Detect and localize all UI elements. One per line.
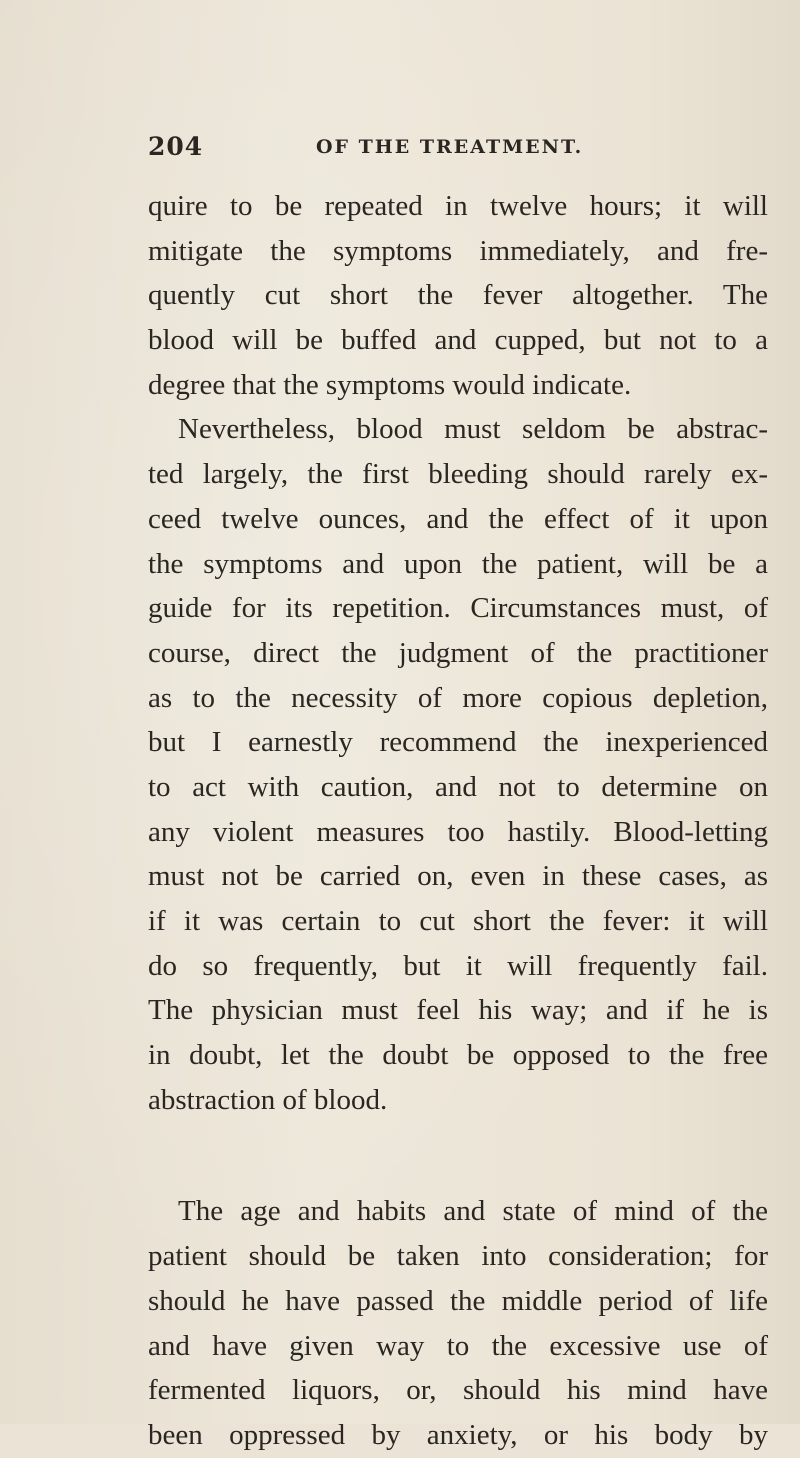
text-line: fermented liquors, or, should his mind have [148, 1374, 768, 1407]
text-line: patient should be taken into consideration; for [148, 1240, 768, 1273]
text-line: mitigate the symptoms immediately, and fre- [148, 234, 768, 267]
text-line: quently cut short the fever altogether. The [148, 279, 768, 312]
paragraph-2 [148, 407, 768, 1122]
text-line: and have given way to the excessive use of [148, 1329, 768, 1362]
text-line: ted largely, the first bleeding should rarely ex- [148, 458, 768, 491]
text-line: should he have passed the middle period of life [148, 1284, 768, 1317]
text-line: in doubt, let the doubt be opposed to the free [148, 1039, 768, 1072]
text-line: the symptoms and upon the patient, will be a [148, 547, 768, 580]
paragraph-3 [148, 1189, 768, 1457]
text-line: guide for its repetition. Circumstances must, of [148, 592, 768, 625]
text-line: blood will be buffed and cupped, but not to a [148, 324, 768, 357]
page-number: 204 [148, 132, 204, 161]
text-line: The age and habits and state of mind of the [178, 1195, 768, 1228]
paragraph-1 [148, 184, 768, 407]
text-line: been oppressed by anxiety, or his body by [148, 1418, 768, 1451]
running-title: OF THE TREATMENT. [316, 136, 584, 158]
text-line: Nevertheless, blood must seldom be abstrac- [178, 413, 768, 446]
text-line: to act with caution, and not to determine on [148, 770, 768, 803]
text-line: The physician must feel his way; and if he is [148, 994, 768, 1027]
text-line: degree that the symptoms would indicate. [148, 368, 632, 401]
text-line: but I earnestly recommend the inexperienced [148, 726, 768, 759]
text-line: if it was certain to cut short the fever: it will [148, 905, 768, 937]
running-head [148, 132, 708, 172]
text-line: any violent measures too hastily. Blood-letting [148, 815, 768, 848]
text-line: abstraction of blood. [148, 1083, 388, 1116]
paragraph-gap [148, 1122, 768, 1189]
text-line: do so frequently, but it will frequently fail. [148, 949, 768, 982]
text-line: quire to be repeated in twelve hours; it will [148, 190, 768, 222]
text-line: must not be carried on, even in these cases, as [148, 860, 768, 893]
text-line: course, direct the judgment of the practitioner [148, 636, 768, 669]
text-line: as to the necessity of more copious depletion, [148, 681, 768, 714]
body-text [148, 184, 768, 1458]
text-line: ceed twelve ounces, and the effect of it upon [148, 502, 768, 535]
